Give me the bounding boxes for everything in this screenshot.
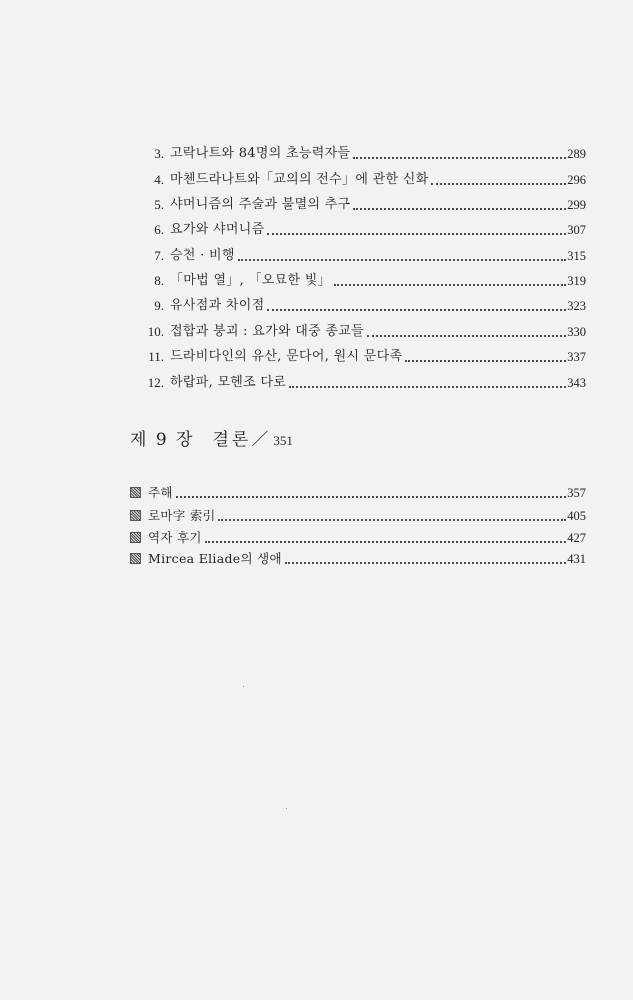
dot-leader — [431, 183, 566, 185]
toc-entry — [120, 271, 586, 291]
entry-number: 3. — [154, 146, 164, 161]
entry-number: 11. — [148, 349, 164, 364]
chapter-label: 제 9 장 — [130, 430, 195, 450]
dot-leader — [289, 386, 566, 388]
square-bullet-icon — [130, 510, 141, 521]
entry-page: 357 — [567, 486, 586, 500]
square-bullet-icon — [130, 532, 141, 543]
toc-entry — [120, 195, 586, 215]
entry-number: 6. — [154, 222, 164, 237]
toc-entry — [120, 144, 586, 164]
toc-entry — [120, 296, 586, 316]
entry-page: 315 — [567, 249, 586, 263]
chapter-title: 결론／ — [212, 430, 272, 450]
dot-leader — [267, 233, 566, 235]
entry-page: 307 — [567, 223, 586, 237]
toc-entry — [120, 322, 586, 342]
square-bullet-icon — [130, 553, 141, 564]
chapter-page: 351 — [273, 433, 293, 448]
dot-leader — [367, 335, 566, 337]
dot-leader — [334, 284, 566, 286]
entry-title: 주해 — [148, 485, 173, 500]
toc-entry — [120, 170, 586, 190]
dot-leader — [205, 541, 566, 543]
dot-leader — [176, 496, 566, 498]
entry-title: 역자 후기 — [148, 530, 202, 545]
back-matter-entry — [130, 549, 586, 569]
entry-title: 고락나트와 84명의 초능력자들 — [170, 146, 351, 161]
entry-page: 337 — [567, 350, 586, 364]
entry-page: 289 — [567, 147, 586, 161]
entry-number: 9. — [154, 298, 164, 313]
entry-number: 12. — [147, 375, 164, 390]
chapter-heading — [130, 428, 293, 452]
back-matter-entry — [130, 528, 586, 548]
entry-number: 7. — [154, 248, 164, 263]
square-bullet-icon — [130, 487, 141, 498]
entry-title: 「마법 열」, 「오묘한 빛」 — [170, 273, 331, 288]
entry-page: 405 — [567, 509, 586, 523]
paper-speck — [243, 686, 244, 687]
dot-leader — [353, 208, 566, 210]
entry-title: 접합과 붕괴 : 요가와 대중 종교들 — [170, 324, 364, 339]
entry-title: 유사점과 차이점 — [170, 298, 265, 313]
entry-title: 요가와 샤머니즘 — [170, 222, 265, 237]
entry-title: 승천 · 비행 — [170, 248, 235, 263]
back-matter-entry — [130, 483, 586, 503]
entry-title: 샤머니즘의 주술과 불멸의 추구 — [170, 197, 351, 212]
entry-title: 하랍파, 모헨조 다로 — [170, 375, 287, 390]
entry-page: 323 — [567, 299, 586, 313]
entry-page: 343 — [567, 376, 586, 390]
dot-leader — [285, 562, 566, 564]
entry-title: 로마字 索引 — [148, 508, 216, 523]
toc-entry — [120, 347, 586, 367]
dot-leader — [238, 259, 567, 261]
entry-page: 319 — [567, 274, 586, 288]
dot-leader — [218, 519, 566, 521]
dot-leader — [353, 157, 566, 159]
entry-title: 마첸드라나트와「교의의 전수」에 관한 신화 — [170, 172, 429, 187]
entry-page: 299 — [567, 198, 586, 212]
toc-entry — [120, 246, 586, 266]
paper-speck — [286, 808, 287, 809]
entry-page: 296 — [567, 173, 586, 187]
entry-page: 431 — [567, 552, 586, 566]
entry-page: 330 — [567, 325, 586, 339]
toc-entry — [120, 373, 586, 393]
back-matter-entry — [130, 506, 586, 526]
entry-title: 드라비다인의 유산, 문다어, 원시 문다족 — [170, 349, 403, 364]
entry-number: 4. — [154, 172, 164, 187]
entry-number: 8. — [154, 273, 164, 288]
dot-leader — [405, 360, 566, 362]
entry-number: 5. — [154, 197, 164, 212]
entry-number: 10. — [147, 324, 164, 339]
dot-leader — [267, 309, 566, 311]
toc-entry — [120, 220, 586, 240]
entry-page: 427 — [567, 531, 586, 545]
entry-title: Mircea Eliade의 생애 — [148, 551, 282, 566]
